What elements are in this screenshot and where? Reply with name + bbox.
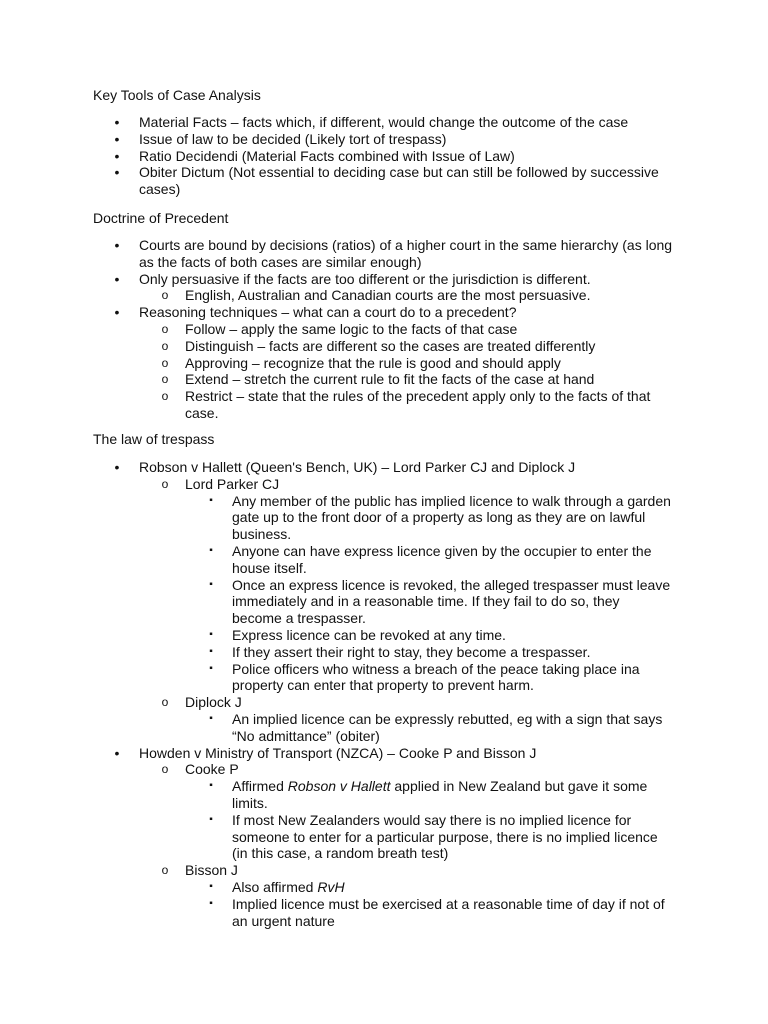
- point-item: [93, 644, 672, 661]
- point-text: If they assert their right to stay, they become a trespasser.: [232, 643, 591, 660]
- bullet-square-icon: ▪: [209, 880, 213, 892]
- bullet-square-icon: ▪: [209, 813, 213, 825]
- bullet-disc-icon: •: [114, 237, 120, 253]
- sub-list-item: [93, 694, 693, 711]
- sub-list-item: [93, 476, 693, 493]
- point-text-part: Affirmed: [232, 778, 288, 795]
- sub-list-item-text: Distinguish – facts are different so the cases are treated differently: [185, 337, 596, 354]
- bullet-square-icon: ▪: [209, 628, 213, 640]
- list-item: [93, 237, 693, 271]
- court-label: (Queen's Bench, UK): [245, 459, 378, 475]
- judges-label: – Lord Parker CJ and Diplock J: [377, 459, 576, 475]
- list-item: [93, 131, 693, 148]
- list-item: [93, 114, 693, 131]
- heading-doctrine-of-precedent: Doctrine of Precedent: [93, 210, 229, 226]
- key-tools-list: [93, 114, 693, 198]
- judge-name-parker: Lord Parker CJ: [185, 475, 280, 492]
- point-item: [93, 879, 672, 896]
- point-text-part: applied in New Zealand but gave it some limits.: [232, 778, 648, 811]
- sub-list-item-text: Restrict – state that the rules of the precedent apply only to the facts of that case.: [185, 388, 651, 421]
- case-heading-howden: Howden v Ministry of Transport (NZCA) – Cooke P and Bisson J: [139, 744, 537, 761]
- bullet-disc-icon: •: [114, 304, 120, 321]
- point-item: [93, 711, 672, 745]
- heading-law-of-trespass: The law of trespass: [93, 431, 215, 447]
- point-item: [93, 543, 672, 577]
- point-item: [93, 661, 672, 695]
- list-item: [93, 164, 693, 198]
- point-text-part: Also affirmed: [232, 878, 318, 895]
- list-item: [93, 745, 693, 762]
- bullet-disc-icon: •: [114, 147, 120, 164]
- bullet-disc-icon: •: [114, 744, 120, 761]
- point-text: [232, 879, 345, 895]
- bullet-circle-icon: o: [161, 372, 169, 387]
- bullet-square-icon: ▪: [209, 712, 213, 724]
- bullet-disc-icon: •: [114, 164, 120, 181]
- sub-list-item-text: Approving – recognize that the rule is good and should apply: [185, 354, 561, 371]
- point-text: Anyone can have express licence given by the occupier to enter the house itself.: [232, 542, 652, 576]
- precedent-list: [93, 237, 693, 422]
- heading-key-tools: Key Tools of Case Analysis: [93, 87, 261, 103]
- point-item: [93, 812, 672, 862]
- case-citation: RvH: [317, 878, 345, 895]
- bullet-disc-icon: •: [114, 459, 120, 475]
- sub-list-item-text: English, Australian and Canadian courts are the most persuasive.: [185, 287, 591, 304]
- list-item: [93, 271, 693, 288]
- case-heading-robson: [139, 459, 674, 476]
- point-text: Once an express licence is revoked, the alleged trespasser must leave immediately and in a reasonable time. If they fail to do so, they become a trespasser.: [232, 576, 671, 627]
- sub-list-item: [93, 287, 693, 304]
- bullet-square-icon: ▪: [209, 662, 213, 674]
- list-item-text: Ratio Decidendi (Material Facts combined with Issue of Law): [139, 147, 515, 164]
- list-item: [93, 459, 693, 476]
- bullet-circle-icon: o: [161, 321, 169, 336]
- trespass-list: [93, 459, 693, 929]
- bullet-square-icon: ▪: [209, 494, 213, 506]
- bullet-circle-icon: o: [161, 476, 169, 491]
- bullet-square-icon: ▪: [209, 578, 213, 590]
- bullet-circle-icon: o: [161, 288, 169, 303]
- bullet-square-icon: ▪: [209, 544, 213, 556]
- bullet-circle-icon: o: [161, 695, 169, 710]
- sub-list-item: [93, 371, 693, 388]
- point-text: Police officers who witness a breach of the peace taking place ina property can enter that property to prevent harm.: [232, 660, 640, 694]
- point-text: Express licence can be revoked at any time.: [232, 626, 506, 643]
- case-citation: Robson v Hallett: [287, 778, 391, 795]
- bullet-disc-icon: •: [114, 114, 120, 130]
- sub-list-item: [93, 388, 693, 422]
- list-item-text: Reasoning techniques – what can a court do to a precedent?: [139, 304, 517, 321]
- list-item-text: Issue of law to be decided (Likely tort of trespass): [139, 130, 447, 147]
- bullet-disc-icon: •: [114, 270, 120, 287]
- point-text: “No admittance” (obiter): [232, 727, 380, 744]
- bullet-circle-icon: o: [161, 338, 169, 353]
- judge-name-diplock: Diplock J: [185, 694, 242, 711]
- sub-list-item-text: Follow – apply the same logic to the facts of that case: [185, 320, 518, 337]
- list-item: [93, 304, 693, 321]
- sub-list-item: [93, 338, 693, 355]
- bullet-square-icon: ▪: [209, 780, 213, 792]
- bullet-square-icon: ▪: [209, 645, 213, 657]
- point-text: If most New Zealanders would say there is no implied licence for someone to enter for a particular purpose, there is no implied licence (in this case, a random breath test): [232, 811, 658, 862]
- point-item: [93, 627, 672, 644]
- list-item-text: Material Facts – facts which, if different, would change the outcome of the case: [139, 114, 629, 130]
- point-text: An implied licence can be expressly rebutted, eg with a sign that says: [232, 710, 663, 727]
- case-name: Robson v Hallett: [139, 459, 246, 475]
- list-item: [93, 148, 693, 165]
- list-item-text: Obiter Dictum (Not essential to deciding case but can still be followed by successive cases): [139, 164, 659, 198]
- bullet-circle-icon: o: [161, 863, 169, 878]
- bullet-square-icon: ▪: [209, 897, 213, 909]
- point-text: [232, 778, 647, 811]
- list-item-text: Only persuasive if the facts are too different or the jurisdiction is different.: [139, 270, 591, 287]
- bullet-circle-icon: o: [161, 355, 169, 370]
- bullet-disc-icon: •: [114, 130, 120, 147]
- bullet-circle-icon: o: [161, 389, 169, 404]
- judge-name-bisson: Bisson J: [185, 862, 238, 879]
- point-item: [93, 493, 672, 543]
- sub-list-item: [93, 355, 693, 372]
- sub-list-item: [93, 862, 693, 879]
- judge-name-cooke: Cooke P: [185, 761, 239, 778]
- point-item: [93, 896, 672, 930]
- sub-list-item: [93, 321, 693, 338]
- sub-list-item: [93, 761, 693, 778]
- list-item-text: Courts are bound by decisions (ratios) of a higher court in the same hierarchy (as long as the facts of both cases are similar enough): [139, 237, 673, 270]
- bullet-circle-icon: o: [161, 762, 169, 777]
- point-text: Implied licence must be exercised at a reasonable time of day if not of an urgent nature: [232, 895, 665, 929]
- point-item: [93, 577, 672, 627]
- point-text: Any member of the public has implied licence to walk through a garden gate up to the front door of a property as long as they are on lawful business.: [232, 492, 671, 543]
- point-item: [93, 778, 672, 812]
- sub-list-item-text: Extend – stretch the current rule to fit the facts of the case at hand: [185, 371, 595, 388]
